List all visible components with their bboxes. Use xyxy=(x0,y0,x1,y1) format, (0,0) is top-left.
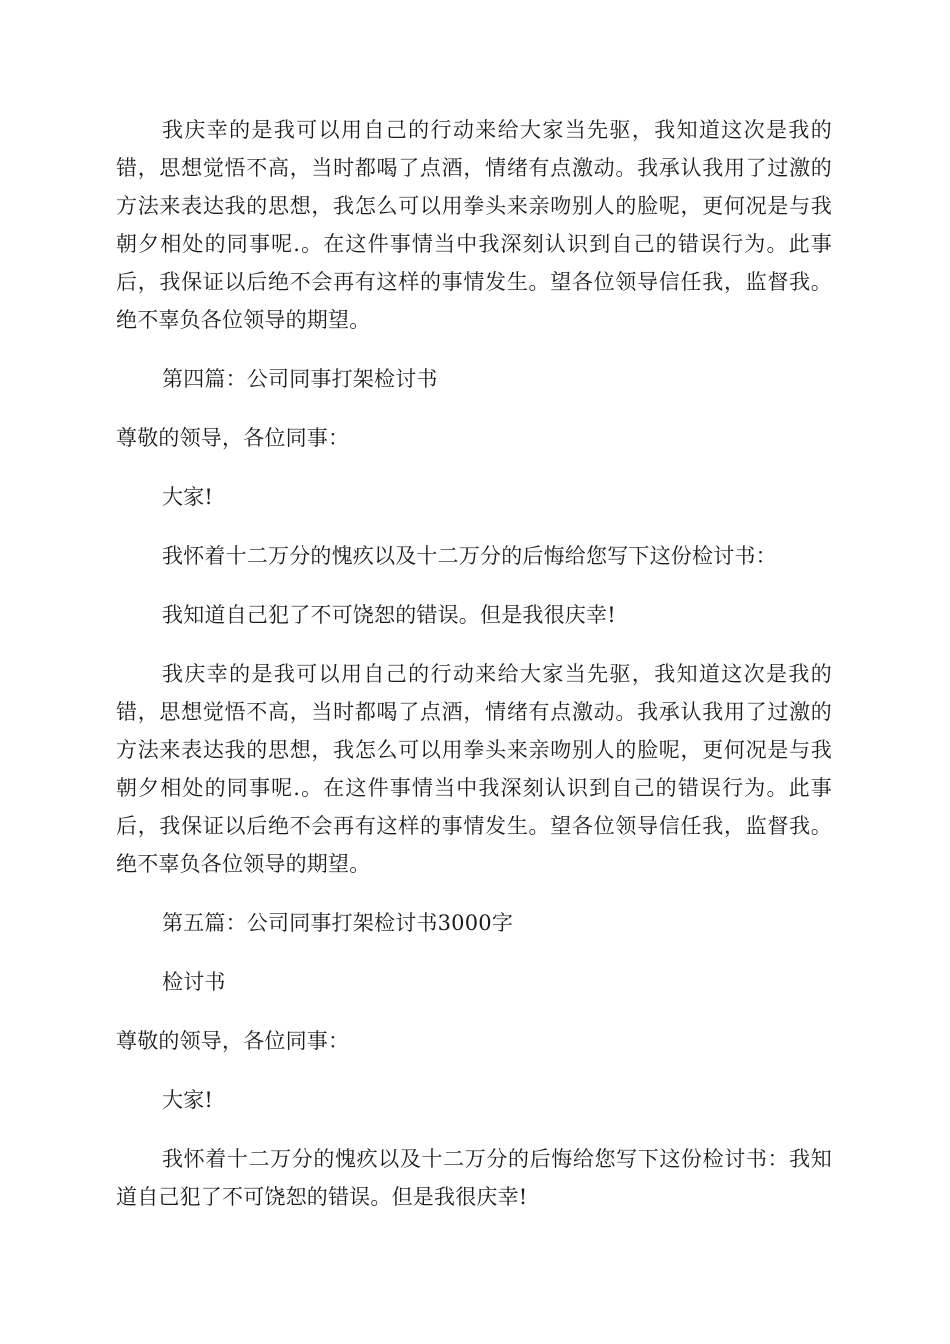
section-heading-5: 第五篇：公司同事打架检讨书3000字 xyxy=(162,911,514,935)
paragraph-intro-2: 我怀着十二万分的愧疚以及十二万分的后悔给您写下这份检讨书：我知道自己犯了不可饶恕的错误。但是我很庆幸! xyxy=(116,1147,832,1209)
greeting-2: 大家! xyxy=(162,1088,214,1112)
paragraph-admission-1: 我知道自己犯了不可饶恕的错误。但是我很庆幸! xyxy=(162,603,616,627)
document-title: 检讨书 xyxy=(162,970,226,994)
paragraph-apology-body-2: 我庆幸的是我可以用自己的行动来给大家当先驱，我知道这次是我的错，思想觉悟不高，当时都喝了点酒，情绪有点激动。我承认我用了过激的方法来表达我的思想，我怎么可以用拳头来亲吻别人的脸呢，更何况是与我朝夕相处的同事呢.。在这件事情当中我深刻认识到自己的错误行为。此事后，我保证以后绝不会再有这样的事情发生。望各位领导信任我，监督我。绝不辜负各位领导的期望。 xyxy=(116,662,832,876)
greeting-1: 大家! xyxy=(162,485,214,509)
section-heading-4: 第四篇：公司同事打架检讨书 xyxy=(162,367,438,391)
paragraph-apology-body-1: 我庆幸的是我可以用自己的行动来给大家当先驱，我知道这次是我的错，思想觉悟不高，当时都喝了点酒，情绪有点激动。我承认我用了过激的方法来表达我的思想，我怎么可以用拳头来亲吻别人的脸呢，更何况是与我朝夕相处的同事呢.。在这件事情当中我深刻认识到自己的错误行为。此事后，我保证以后绝不会再有这样的事情发生。望各位领导信任我，监督我。绝不辜负各位领导的期望。 xyxy=(116,118,832,332)
paragraph-intro-1: 我怀着十二万分的愧疚以及十二万分的后悔给您写下这份检讨书： xyxy=(162,544,777,568)
document-page xyxy=(116,111,832,1216)
salutation-1: 尊敬的领导，各位同事： xyxy=(116,426,350,450)
salutation-2: 尊敬的领导，各位同事： xyxy=(116,1029,350,1053)
